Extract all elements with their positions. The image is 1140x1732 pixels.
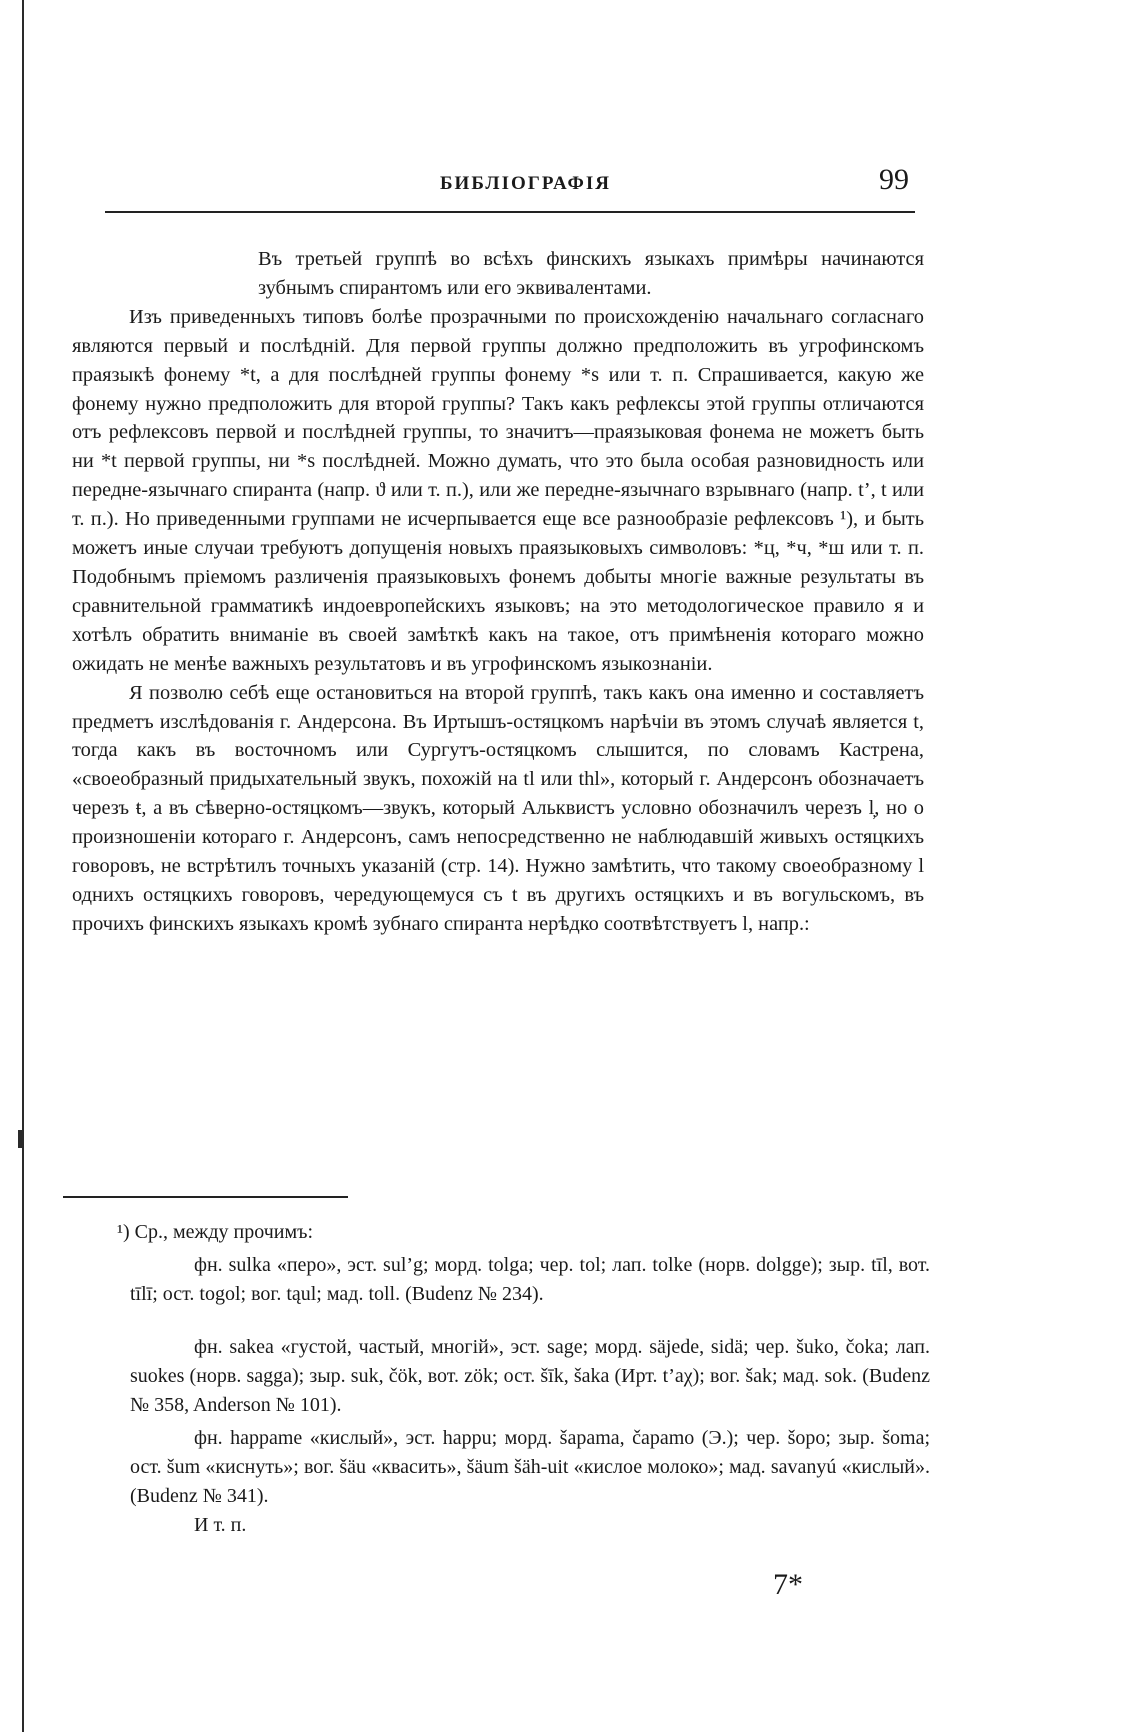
footnote-divider [63,1196,348,1198]
margin-mark [18,1130,22,1148]
footnote-entry: фн. happame «кислый», эст. happu; морд. šapama, čapamo (Э.); чер. šopo; зыр. šoma; ост. šum «киснуть»; вог. šäu «квасить», šäum šäh-uit «кислое молоко»; мад. savanyú «кислый». (Budenz № 341). [130,1427,930,1507]
signature-mark: 7* [773,1568,803,1601]
main-text [72,245,924,939]
footnote-entry: фн. sakea «густой, частый, многій», эст. sage; морд. säjede, sidä; чер. šuko, čoka; лап. suokes (норв. sagga); зыр. suk, čök, вот. zök; ост. šīk, šaka (Ирт. t’aχ); вог. šak; мад. sok. (Budenz № 358, Anderson № 101). [130,1336,930,1416]
footnote-intro: ¹) Ср., между прочимъ: [117,1221,314,1243]
paragraph: Изъ приведенныхъ типовъ болѣе прозрачными по происхожденію начальнаго согласнаго являются первый и послѣдній. Для первой группы должно предположить въ угрофинскомъ праязыкѣ фонему *t, а для послѣдней группы фонему *s или т. п. Спрашивается, какую же фонему нужно предположить для второй группы? Такъ какъ рефлексы этой группы отличаются отъ рефлексовъ первой и послѣдней группы, то значитъ—праязыковая фонема не можетъ быть ни *t первой группы, ни *s послѣдней. Можно думать, что это была особая разновидность или передне-язычнаго спиранта (напр. ϑ или т. п.), или же передне-язычнаго взрывнаго (напр. t’, t или т. п.). Но приведенными группами не исчерпывается еще все разнообразіе рефлексовъ ¹), и быть можетъ иные случаи требуютъ допущенія новыхъ праязыковыхъ символовъ: *ц, *ч, *ш или т. п. Подобнымъ пріемомъ различенія праязыковыхъ фонемъ добыты многіе важные результаты въ сравнительной грамматикѣ индоевропейскихъ языковъ; на это методологическое правило я и хотѣлъ обратить вниманіе въ своей замѣткѣ какъ на такое, отъ примѣненія котораго можно ожидать не менѣе важныхъ результатовъ и въ угрофинскомъ языкознаніи. [72,305,924,675]
footnotes [117,1218,930,1540]
running-title: БИБЛIОГРАФIЯ [440,173,611,194]
page-number: 99 [879,163,909,196]
page-header [105,165,915,213]
lead-paragraph: Въ третьей группѣ во всѣхъ финскихъ языкахъ примѣры начинаются зубнымъ спирантомъ или его эквивалентами. [258,248,924,299]
left-margin-rule [22,0,24,1732]
footnote-closing: И т. п. [194,1514,247,1536]
paragraph: Я позволю себѣ еще остановиться на второй группѣ, такъ какъ она именно и составляетъ предметъ изслѣдованія г. Андерсона. Въ Иртышъ-остяцкомъ нарѣчіи въ этомъ случаѣ является t, тогда какъ въ восточномъ или Сургутъ-остяцкомъ слышится, по словамъ Кастрена, «своеобразный придыхательный звукъ, похожій на tl или thl», который г. Андерсонъ обозначаетъ черезъ ŧ, а въ сѣверно-остяцкомъ—звукъ, который Альквистъ условно обозначилъ черезъ l̦, но о произношеніи котораго г. Андерсонъ, самъ непосредственно не наблюдавшій живыхъ остяцкихъ говоровъ, не встрѣтилъ точныхъ указаній (стр. 14). Нужно замѣтить, что такому своеобразному l однихъ остяцкихъ говоровъ, чередующемуся съ t въ другихъ остяцкихъ и въ вогульскомъ, въ прочихъ финскихъ языкахъ кромѣ зубнаго спиранта нерѣдко соотвѣтствуетъ l, напр.: [72,681,924,935]
footnote-entry: фн. sulka «перо», эст. sul’g; морд. tolga; чер. tol; лап. tolke (норв. dolgge); зыр. tīl, вот. tīlī; ост. togol; вог. tąul; мад. toll. (Budenz № 234). [130,1254,930,1305]
